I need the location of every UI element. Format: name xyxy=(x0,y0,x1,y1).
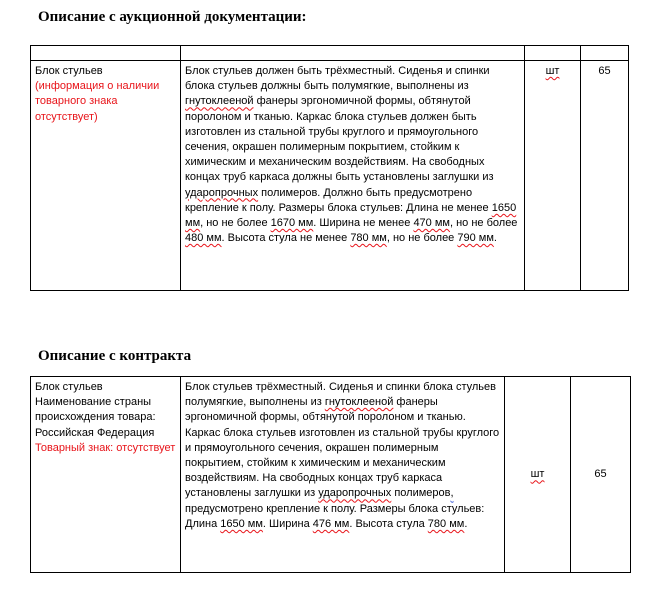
description-text: Блок стульев трёхместный. Сиденья и спинки блока стульев полумягкие, выполнены из xyxy=(185,381,496,409)
description-text: 780 мм xyxy=(427,517,465,530)
country-of-origin: Наименование страны происхождения товара: Российская Федерация xyxy=(35,396,156,439)
quantity-value: 65 xyxy=(598,65,611,77)
header-cell xyxy=(31,46,181,61)
description-text: 480 мм xyxy=(185,232,222,245)
header-cell xyxy=(181,46,525,61)
description-text: . Ширина не менее xyxy=(313,217,414,230)
unit-value: шт xyxy=(545,65,560,77)
item-cell xyxy=(31,377,181,573)
description-text: полимеров xyxy=(391,487,451,500)
auction-table xyxy=(30,45,629,291)
description-cell xyxy=(181,61,525,291)
description-text: предусмотрено крепление к полу. Размеры блока стульев: Длина xyxy=(185,502,485,530)
description-text: гнутоклееной xyxy=(324,396,394,409)
header-cell xyxy=(581,46,629,61)
unit-value: шт xyxy=(530,468,545,481)
description-text: . xyxy=(464,517,468,530)
description-text: ударопрочных xyxy=(185,186,259,199)
table-row xyxy=(31,61,629,291)
description-text: гнутоклееной xyxy=(185,95,254,108)
quantity-value: 65 xyxy=(594,468,607,481)
unit-cell xyxy=(505,377,571,573)
table-header-row xyxy=(31,46,629,61)
description-text: 470 мм xyxy=(413,217,450,230)
description-text: фанеры эргономичной формы, обтянутой поролоном и тканью. Каркас блока стульев изготовлен из стальной трубы круглого и прямоугольного сечения, окрашен полимерным покрытием, стойким к химическим и механическим воздействиям. На свободных концах труб каркаса установлены заглушки из xyxy=(185,396,500,500)
description-text: ударопрочных xyxy=(318,487,392,500)
contract-table xyxy=(30,376,631,573)
description-text: , но не более xyxy=(200,217,271,230)
description-text: 780 мм xyxy=(350,232,387,245)
contract-heading: Описание с контракта xyxy=(38,348,192,364)
description-text: . Высота стула xyxy=(349,517,428,530)
item-cell xyxy=(31,61,181,291)
description-text: . xyxy=(493,232,497,245)
description-text: Блок стульев должен быть трёхместный. Сиденья и спинки блока стульев должны быть полумягкие, выполнены из xyxy=(185,65,490,93)
description-text: 1650 мм xyxy=(185,201,517,230)
item-name: Блок стульев xyxy=(35,381,103,393)
table-row xyxy=(31,377,631,573)
description-text: 1650 мм xyxy=(220,517,263,530)
trademark-note: Товарный знак: отсутствует xyxy=(35,441,176,454)
quantity-cell xyxy=(571,377,631,573)
description-text: фанеры эргономичной формы, обтянутой поролоном и тканью. Каркас блока стульев должен быть изготовлен из стальной трубы круглого и прямоугольного сечения, окрашен полимерным покрытием, стойким к химическим и механическим воздействиям. На свободных концах труб каркаса должны быть установлены заглушки из xyxy=(185,95,494,184)
description-text: 790 мм xyxy=(457,232,494,245)
auction-heading: Описание с аукционной документации: xyxy=(38,9,307,25)
description-text: . Ширина xyxy=(262,517,313,530)
description-text: , но не более xyxy=(386,232,458,245)
description-text: 1670 мм xyxy=(270,217,314,230)
description-text: , но не более xyxy=(449,217,518,230)
description-text: , xyxy=(450,487,454,500)
item-name: Блок стульев xyxy=(35,65,103,77)
trademark-note: (информация о наличии товарного знака отсутствует) xyxy=(35,80,160,123)
unit-cell xyxy=(525,61,581,291)
description-text: . Высота стула не менее xyxy=(221,232,351,245)
description-text: 476 мм xyxy=(312,517,350,530)
header-cell xyxy=(525,46,581,61)
description-text: полимеров. Должно быть предусмотрено крепление к полу. Размеры блока стульев: Длина не менее xyxy=(185,186,492,214)
description-cell xyxy=(181,377,505,573)
quantity-cell xyxy=(581,61,629,291)
